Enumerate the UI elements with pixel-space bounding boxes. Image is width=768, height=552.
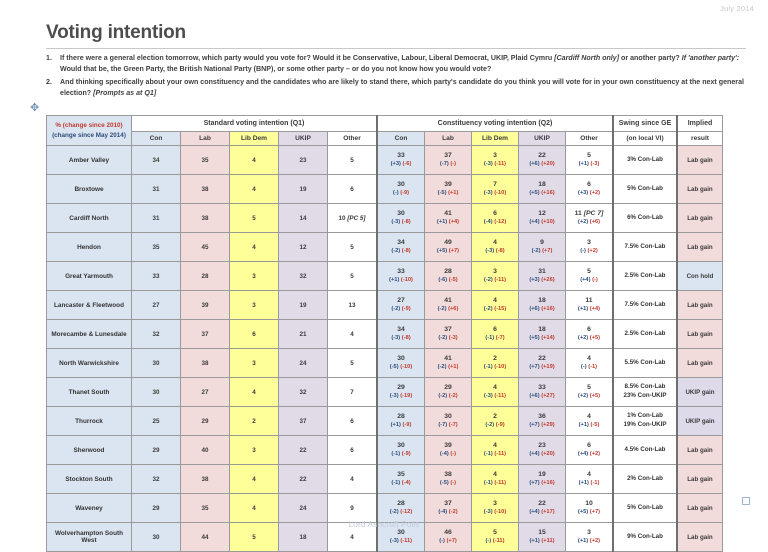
q1-value-cell: 5 xyxy=(230,523,279,552)
seat-name-cell: Waveney xyxy=(47,494,132,523)
q1-value-cell: 19 xyxy=(279,175,328,204)
question-number: 1. xyxy=(46,54,52,62)
q1-value-cell: 38 xyxy=(181,204,230,233)
swing-cell: 8.5% Con-Lab 23% Con-UKIP xyxy=(613,378,677,407)
q1-value-cell: 24 xyxy=(279,494,328,523)
q1-value-cell: 14 xyxy=(279,204,328,233)
q2-value-cell: 22 (+7) (+19) xyxy=(519,349,566,378)
col-header-q2-con: Con xyxy=(377,132,425,146)
date-stamp: July 2014 xyxy=(720,4,754,13)
q2-value-cell: 29 (-2) (-2) xyxy=(425,378,472,407)
q2-value-cell: 19 (+7) (+16) xyxy=(519,465,566,494)
col-header-q2-ukip: UKIP xyxy=(519,132,566,146)
q2-value-cell: 39 (-5) (+1) xyxy=(425,175,472,204)
q1-value-cell: 3 xyxy=(230,291,279,320)
col-header-q1-ukip: UKIP xyxy=(279,132,328,146)
group-header-q2: Constituency voting intention (Q2) xyxy=(377,116,613,132)
implied-result-cell: Lab gain xyxy=(677,175,723,204)
q1-value-cell: 4 xyxy=(230,494,279,523)
q2-value-cell: 37 (-2) (-3) xyxy=(425,320,472,349)
q2-value-cell: 4 (-1) (-11) xyxy=(472,436,519,465)
q2-value-cell: 22 (+4) (+17) xyxy=(519,494,566,523)
q1-value-cell: 32 xyxy=(132,465,181,494)
q1-value-cell: 22 xyxy=(279,436,328,465)
implied-result-cell: Lab gain xyxy=(677,436,723,465)
col-header-q1-lab: Lab xyxy=(181,132,230,146)
q1-value-cell: 5 xyxy=(328,233,378,262)
q2-value-cell: 2 (-2) (-9) xyxy=(472,407,519,436)
q1-value-cell: 44 xyxy=(181,523,230,552)
q1-value-cell: 37 xyxy=(181,320,230,349)
q2-value-cell: 15 (+1) (+11) xyxy=(519,523,566,552)
q1-value-cell: 4 xyxy=(328,320,378,349)
q1-value-cell: 4 xyxy=(328,465,378,494)
q1-value-cell: 3 xyxy=(230,262,279,291)
q1-value-cell: 22 xyxy=(279,465,328,494)
seat-name-cell: North Warwickshire xyxy=(47,349,132,378)
table-row xyxy=(47,175,723,204)
implied-result-cell: Con hold xyxy=(677,262,723,291)
q2-value-cell: 4 (-2) (-15) xyxy=(472,291,519,320)
implied-result-cell: Lab gain xyxy=(677,146,723,175)
swing-cell: 2.5% Con-Lab xyxy=(613,262,677,291)
swing-cell: 7.5% Con-Lab xyxy=(613,291,677,320)
q2-value-cell: 39 (-4) (-) xyxy=(425,436,472,465)
q1-value-cell: 13 xyxy=(328,291,378,320)
q2-value-cell: 2 (-1) (-10) xyxy=(472,349,519,378)
table-row xyxy=(47,204,723,233)
table-row xyxy=(47,146,723,175)
implied-result-cell: Lab gain xyxy=(677,320,723,349)
q1-value-cell: 4 xyxy=(328,523,378,552)
footer-brand: Lord Ashcroft Polls xyxy=(348,519,420,529)
q2-value-cell: 31 (+3) (+26) xyxy=(519,262,566,291)
q2-value-cell: 37 (-7) (-) xyxy=(425,146,472,175)
swing-cell: 2.5% Con-Lab xyxy=(613,320,677,349)
q1-value-cell: 34 xyxy=(132,146,181,175)
implied-result-cell: Lab gain xyxy=(677,523,723,552)
swing-cell: 1% Con-Lab 19% Con-UKIP xyxy=(613,407,677,436)
q1-value-cell: 18 xyxy=(279,523,328,552)
header-group-row xyxy=(47,116,723,132)
q2-value-cell: 3 (-2) (-11) xyxy=(472,262,519,291)
q2-value-cell: 10 (+5) (+7) xyxy=(566,494,614,523)
q2-value-cell: 9 (-2) (+7) xyxy=(519,233,566,262)
table-row xyxy=(47,291,723,320)
q1-value-cell: 29 xyxy=(132,436,181,465)
q2-value-cell: 7 (-3) (-10) xyxy=(472,175,519,204)
implied-result-cell: Lab gain xyxy=(677,349,723,378)
q1-value-cell: 4 xyxy=(230,146,279,175)
swing-cell: 5% Con-Lab xyxy=(613,175,677,204)
col-header-q1-con: Con xyxy=(132,132,181,146)
swing-cell: 7.5% Con-Lab xyxy=(613,233,677,262)
q2-value-cell: 11 (+1) (+4) xyxy=(566,291,614,320)
q1-value-cell: 38 xyxy=(181,349,230,378)
seat-name-cell: Wolverhampton South West xyxy=(47,523,132,552)
table-row xyxy=(47,320,723,349)
q1-value-cell: 5 xyxy=(230,204,279,233)
group-header-q1: Standard voting intention (Q1) xyxy=(132,116,378,132)
q1-value-cell: 35 xyxy=(181,494,230,523)
page-title: Voting intention xyxy=(46,22,186,43)
q2-value-cell: 49 (+5) (+7) xyxy=(425,233,472,262)
seat-name-cell: Hendon xyxy=(47,233,132,262)
q1-value-cell: 30 xyxy=(132,378,181,407)
q2-value-cell: 34 (-2) (-8) xyxy=(377,233,425,262)
implied-result-cell: Lab gain xyxy=(677,494,723,523)
voting-intention-table-wrapper xyxy=(46,115,723,552)
q1-value-cell: 7 xyxy=(328,378,378,407)
seat-name-cell: Morecambe & Lunesdale xyxy=(47,320,132,349)
q2-value-cell: 5 (-) (-11) xyxy=(472,523,519,552)
table-row xyxy=(47,407,723,436)
table-row xyxy=(47,233,723,262)
q1-value-cell: 45 xyxy=(181,233,230,262)
q2-value-cell: 30 (-1) (-9) xyxy=(377,436,425,465)
implied-header-line-1: Implied xyxy=(687,120,713,127)
q1-value-cell: 6 xyxy=(230,320,279,349)
col-header-q1-other: Other xyxy=(328,132,378,146)
q1-value-cell: 39 xyxy=(181,291,230,320)
swing-cell: 4.5% Con-Lab xyxy=(613,436,677,465)
q2-value-cell: 33 (+1) (-10) xyxy=(377,262,425,291)
q2-value-cell: 3 (+1) (+2) xyxy=(566,523,614,552)
q2-value-cell: 11 [PC 7] (+2) (+6) xyxy=(566,204,614,233)
q2-value-cell: 30 (-3) (-8) xyxy=(377,204,425,233)
q1-value-cell: 33 xyxy=(132,262,181,291)
q2-value-cell: 30 (-) (-9) xyxy=(377,175,425,204)
table-body xyxy=(47,146,723,552)
legend-line-2: (change since May 2014) xyxy=(52,131,126,139)
q1-value-cell: 5 xyxy=(328,349,378,378)
seat-name-cell: Lancaster & Fleetwood xyxy=(47,291,132,320)
title-divider xyxy=(46,48,746,49)
q1-value-cell: 19 xyxy=(279,291,328,320)
q2-value-cell: 6 (+4) (+2) xyxy=(566,436,614,465)
swing-header-line-1: Swing since GE xyxy=(618,120,672,127)
table-row xyxy=(47,465,723,494)
q2-value-cell: 3 (-3) (-11) xyxy=(472,146,519,175)
q2-value-cell: 28 (-2) (-12) xyxy=(377,494,425,523)
table-row xyxy=(47,262,723,291)
col-header-q2-other: Other xyxy=(566,132,614,146)
table-row xyxy=(47,436,723,465)
implied-result-cell: Lab gain xyxy=(677,291,723,320)
q2-value-cell: 5 (+2) (+5) xyxy=(566,378,614,407)
q2-value-cell: 12 (+4) (+10) xyxy=(519,204,566,233)
q1-value-cell: 28 xyxy=(181,262,230,291)
q2-value-cell: 4 (-1) (-11) xyxy=(472,465,519,494)
q2-value-cell: 6 (+3) (+2) xyxy=(566,175,614,204)
q1-value-cell: 29 xyxy=(181,407,230,436)
voting-intention-table xyxy=(46,115,723,552)
q1-value-cell: 4 xyxy=(230,175,279,204)
q1-value-cell: 6 xyxy=(328,175,378,204)
q1-value-cell: 6 xyxy=(328,436,378,465)
q1-value-cell: 6 xyxy=(328,407,378,436)
swing-cell: 9% Con-Lab xyxy=(613,523,677,552)
q2-value-cell: 22 (+6) (+20) xyxy=(519,146,566,175)
question-text: If there were a general election tomorrow, which party would you vote for? Would it be Conservative, Labour, Liberal Democrat, UKIP, Plaid Cymru [Cardiff North only] or another party? If 'another party': Would that be, the Green Party, the British National Party (BNP), or some other party – or do you not know how you would vote? xyxy=(60,54,740,74)
q1-value-cell: 3 xyxy=(230,349,279,378)
question-text: And thinking specifically about your own constituency and the candidates who are likely to stand there, which party's candidate do you think you will vote for in your own constituency at the next general election? [Prompts as at Q1] xyxy=(60,77,744,98)
q2-value-cell: 18 (+6) (+16) xyxy=(519,291,566,320)
q1-value-cell: 35 xyxy=(181,146,230,175)
q1-value-cell: 31 xyxy=(132,204,181,233)
seat-name-cell: Thanet South xyxy=(47,378,132,407)
q2-value-cell: 34 (-3) (-8) xyxy=(377,320,425,349)
q1-value-cell: 23 xyxy=(279,146,328,175)
q2-value-cell: 18 (+5) (+16) xyxy=(519,175,566,204)
q1-value-cell: 35 xyxy=(132,233,181,262)
swing-cell: 5.5% Con-Lab xyxy=(613,349,677,378)
q1-value-cell: 12 xyxy=(279,233,328,262)
q2-value-cell: 41 (+1) (+4) xyxy=(425,204,472,233)
q1-value-cell: 5 xyxy=(328,146,378,175)
q2-value-cell: 35 (-1) (-4) xyxy=(377,465,425,494)
q2-value-cell: 28 (+1) (-9) xyxy=(377,407,425,436)
q2-value-cell: 6 (+2) (+5) xyxy=(566,320,614,349)
table-head xyxy=(47,116,723,146)
seat-name-cell: Great Yarmouth xyxy=(47,262,132,291)
q1-value-cell: 29 xyxy=(132,494,181,523)
q2-value-cell: 6 (-4) (-12) xyxy=(472,204,519,233)
q1-value-cell: 30 xyxy=(132,523,181,552)
implied-result-cell: Lab gain xyxy=(677,204,723,233)
legend-line-1: % (change since 2010) xyxy=(55,122,123,130)
q1-value-cell: 4 xyxy=(230,378,279,407)
seat-name-cell: Cardiff North xyxy=(47,204,132,233)
q2-value-cell: 38 (-5) (-) xyxy=(425,465,472,494)
seat-name-cell: Broxtowe xyxy=(47,175,132,204)
seat-name-cell: Amber Valley xyxy=(47,146,132,175)
seat-name-cell: Stockton South xyxy=(47,465,132,494)
col-header-q2-libdem: Lib Dem xyxy=(472,132,519,146)
q2-value-cell: 4 (+1) (-5) xyxy=(566,407,614,436)
question-number: 2. xyxy=(46,77,52,86)
q2-value-cell: 27 (-2) (-9) xyxy=(377,291,425,320)
col-header-swing-sub: (on local VI) xyxy=(613,132,677,146)
q1-value-cell: 4 xyxy=(230,465,279,494)
implied-result-cell: UKIP gain xyxy=(677,378,723,407)
swing-cell: 5% Con-Lab xyxy=(613,494,677,523)
q1-value-cell: 27 xyxy=(132,291,181,320)
q1-value-cell: 9 xyxy=(328,494,378,523)
q1-value-cell: 24 xyxy=(279,349,328,378)
question-list xyxy=(46,53,748,101)
implied-result-cell: UKIP gain xyxy=(677,407,723,436)
q1-value-cell: 21 xyxy=(279,320,328,349)
legend-cell xyxy=(47,116,132,146)
q2-value-cell: 41 (-2) (+6) xyxy=(425,291,472,320)
q2-value-cell: 4 (-3) (-8) xyxy=(472,233,519,262)
q2-value-cell: 30 (-5) (-10) xyxy=(377,349,425,378)
q2-value-cell: 29 (-3) (-19) xyxy=(377,378,425,407)
q2-value-cell: 37 (-4) (-2) xyxy=(425,494,472,523)
q1-value-cell: 38 xyxy=(181,465,230,494)
q1-value-cell: 10 [PC 5] xyxy=(328,204,378,233)
q2-value-cell: 6 (-1) (-7) xyxy=(472,320,519,349)
q1-value-cell: 25 xyxy=(132,407,181,436)
q1-value-cell: 37 xyxy=(279,407,328,436)
q1-value-cell: 32 xyxy=(132,320,181,349)
q2-value-cell: 4 (+1) (-1) xyxy=(566,465,614,494)
q2-value-cell: 18 (+5) (+14) xyxy=(519,320,566,349)
q1-value-cell: 27 xyxy=(181,378,230,407)
q1-value-cell: 32 xyxy=(279,262,328,291)
q1-value-cell: 38 xyxy=(181,175,230,204)
q2-value-cell: 23 (+4) (+20) xyxy=(519,436,566,465)
q2-value-cell: 33 (+6) (+27) xyxy=(519,378,566,407)
swing-cell: 2% Con-Lab xyxy=(613,465,677,494)
q1-value-cell: 2 xyxy=(230,407,279,436)
col-header-q2-lab: Lab xyxy=(425,132,472,146)
table-row xyxy=(47,378,723,407)
group-header-swing xyxy=(613,116,677,132)
seat-name-cell: Sherwood xyxy=(47,436,132,465)
q1-value-cell: 32 xyxy=(279,378,328,407)
q2-value-cell: 30 (-7) (-7) xyxy=(425,407,472,436)
group-header-implied xyxy=(677,116,723,132)
q2-value-cell: 4 (-) (-1) xyxy=(566,349,614,378)
q2-value-cell: 3 (-3) (-10) xyxy=(472,494,519,523)
q1-value-cell: 5 xyxy=(328,262,378,291)
q2-value-cell: 28 (-6) (-5) xyxy=(425,262,472,291)
implied-result-cell: Lab gain xyxy=(677,465,723,494)
q2-value-cell: 30 (-3) (-11) xyxy=(377,523,425,552)
q2-value-cell: 5 (+1) (-3) xyxy=(566,146,614,175)
q1-value-cell: 31 xyxy=(132,175,181,204)
q2-value-cell: 41 (-2) (+1) xyxy=(425,349,472,378)
seat-name-cell: Thurrock xyxy=(47,407,132,436)
q1-value-cell: 40 xyxy=(181,436,230,465)
swing-cell: 6% Con-Lab xyxy=(613,204,677,233)
q2-value-cell: 4 (-3) (-11) xyxy=(472,378,519,407)
q2-value-cell: 46 (-) (+7) xyxy=(425,523,472,552)
q2-value-cell: 5 (+4) (-) xyxy=(566,262,614,291)
question-item xyxy=(46,77,748,100)
q1-value-cell: 30 xyxy=(132,349,181,378)
q1-value-cell: 4 xyxy=(230,233,279,262)
q2-value-cell: 36 (+7) (+29) xyxy=(519,407,566,436)
corner-mark-icon xyxy=(742,497,750,505)
q2-value-cell: 33 (+3) (-6) xyxy=(377,146,425,175)
crop-mark-icon: ✥ xyxy=(30,102,40,114)
question-item xyxy=(46,53,748,76)
col-header-q1-libdem: Lib Dem xyxy=(230,132,279,146)
implied-result-cell: Lab gain xyxy=(677,233,723,262)
table-row xyxy=(47,349,723,378)
q1-value-cell: 3 xyxy=(230,436,279,465)
col-header-implied-sub: result xyxy=(677,132,723,146)
swing-cell: 3% Con-Lab xyxy=(613,146,677,175)
q2-value-cell: 3 (-) (+2) xyxy=(566,233,614,262)
header-party-row xyxy=(47,132,723,146)
